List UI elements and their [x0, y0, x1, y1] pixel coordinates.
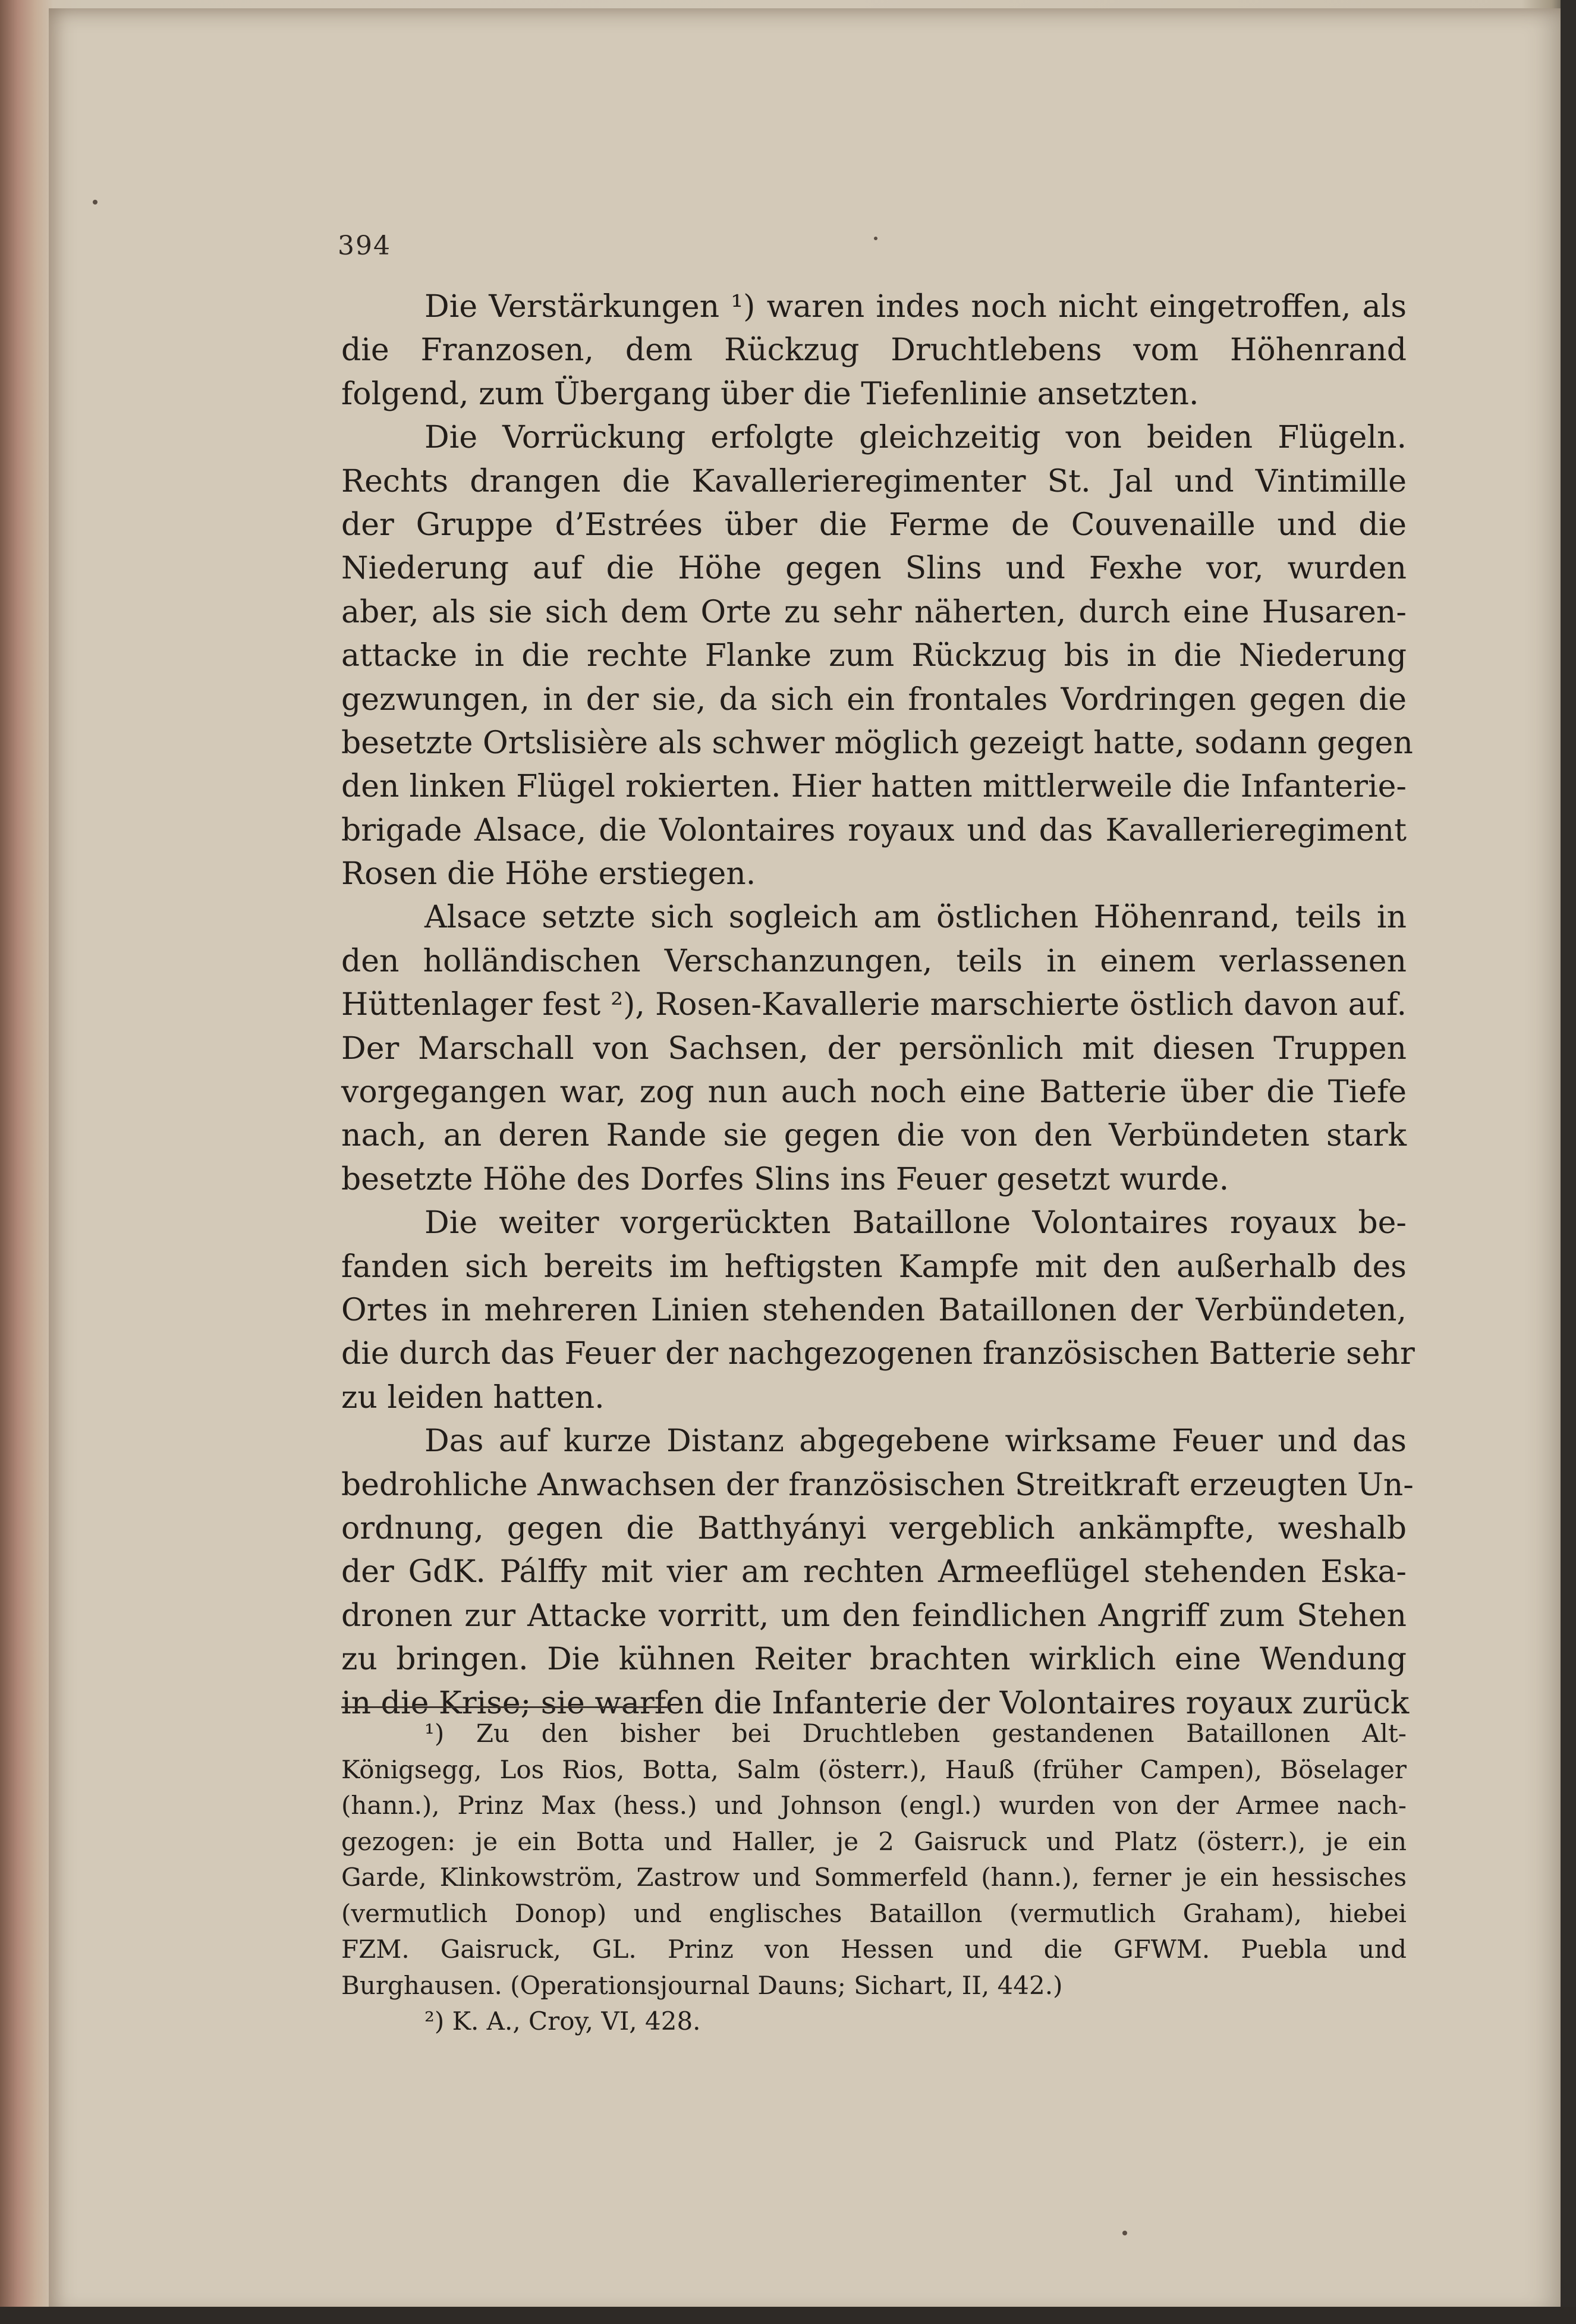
text-line: der GdK. Pálffy mit vier am rechten Armeeflügel stehenden Eska- [341, 1554, 1407, 1590]
text-line: zu bringen. Die kühnen Reiter brachten wirklich eine Wendung [341, 1641, 1407, 1678]
text-line: Das auf kurze Distanz abgegebene wirksame Feuer und das [424, 1423, 1407, 1460]
text-line: ordnung, gegen die Batthyányi vergeblich ankämpfte, weshalb [341, 1510, 1407, 1546]
footnote-line: Burghausen. (Operationsjournal Dauns; Sichart, II, 442.) [341, 1970, 1063, 2000]
footnote-line: (hann.), Prinz Max (hess.) und Johnson (engl.) wurden von der Armee nach- [341, 1791, 1407, 1820]
text-line: den linken Flügel rokierten. Hier hatten mittlerweile die Infanterie- [341, 769, 1407, 805]
text-line: Rosen die Höhe erstiegen. [341, 856, 756, 892]
text-line: Ortes in mehreren Linien stehenden Bataillonen der Verbündeten, [341, 1292, 1407, 1328]
text-line: Die Verstärkungen ¹) waren indes noch nicht eingetroffen, als [424, 289, 1407, 325]
text-line: Niederung auf die Höhe gegen Slins und Fexhe vor, wurden [341, 551, 1407, 587]
text-line: brigade Alsace, die Volontaires royaux und das Kavallerieregiment [341, 812, 1407, 848]
text-line: besetzte Ortslisière als schwer möglich gezeigt hatte, sodann gegen [341, 725, 1413, 761]
footnote-line: Königsegg, Los Rios, Botta, Salm (österr.), Hauß (früher Campen), Böselager [341, 1754, 1407, 1784]
text-line: Die Vorrückung erfolgte gleichzeitig von beiden Flügeln. [424, 420, 1407, 456]
text-line: nach, an deren Rande sie gegen die von den Verbündeten stark [341, 1118, 1407, 1154]
text-line: Rechts drangen die Kavallerieregimenter St. Jal und Vintimille [341, 463, 1407, 499]
speck-mark [874, 237, 877, 240]
speck-mark [93, 200, 97, 205]
text-line: der Gruppe d’Estrées über die Ferme de Couvenaille und die [341, 507, 1407, 543]
text-line: fanden sich bereits im heftigsten Kampfe mit den außerhalb des [341, 1249, 1407, 1285]
scan-right-border [1561, 0, 1576, 2324]
text-line: besetzte Höhe des Dorfes Slins ins Feuer gesetzt wurde. [341, 1161, 1229, 1197]
text-line: aber, als sie sich dem Orte zu sehr näherten, durch eine Husaren- [341, 594, 1407, 630]
footnote-line: (vermutlich Donop) und englisches Bataillon (vermutlich Graham), hiebei [341, 1898, 1407, 1928]
footnote-line: gezogen: je ein Botta und Haller, je 2 Gaisruck und Platz (österr.), je ein [341, 1826, 1407, 1856]
scan-bottom-border [0, 2307, 1576, 2324]
text-line: attacke in die rechte Flanke zum Rückzug bis in die Niederung [341, 638, 1407, 674]
text-line: Alsace setzte sich sogleich am östlichen Höhenrand, teils in [424, 900, 1407, 936]
footnote-line: Garde, Klinkowström, Zastrow und Sommerfeld (hann.), ferner je ein hessisches [341, 1863, 1407, 1892]
text-line: gezwungen, in der sie, da sich ein frontales Vordringen gegen die [341, 681, 1407, 718]
text-line: die durch das Feuer der nachgezogenen französischen Batterie sehr [341, 1336, 1415, 1372]
footnote-separator [341, 1706, 668, 1708]
body-text [341, 285, 1415, 1725]
text-line: Der Marschall von Sachsen, der persönlich mit diesen Truppen [341, 1030, 1407, 1067]
text-line: dronen zur Attacke vorritt, um den feindlichen Angriff zum Stehen [341, 1597, 1407, 1634]
text-line: folgend, zum Übergang über die Tiefenlinie ansetzten. [341, 376, 1199, 412]
footnote-line: ¹) Zu den bisher bei Druchtleben gestandenen Bataillonen Alt- [424, 1719, 1407, 1748]
text-line: die Franzosen, dem Rückzug Druchtlebens vom Höhenrand [341, 332, 1407, 369]
text-line: in die Krise; sie warfen die Infanterie der Volontaires royaux zurück [341, 1685, 1410, 1721]
text-line: vorgegangen war, zog nun auch noch eine Batterie über die Tiefe [341, 1074, 1407, 1111]
footnote-line: ²) K. A., Croy, VI, 428. [424, 2007, 701, 2036]
text-line: den holländischen Verschanzungen, teils in einem verlassenen [341, 943, 1407, 979]
text-line: Hüttenlager fest ²), Rosen-Kavallerie marschierte östlich davon auf. [341, 987, 1407, 1023]
page-number: 394 [338, 231, 391, 261]
footnote-line: FZM. Gaisruck, GL. Prinz von Hessen und die GFWM. Puebla und [341, 1935, 1407, 1964]
text-line: zu leiden hatten. [341, 1379, 605, 1416]
text-line: Die weiter vorgerückten Bataillone Volontaires royaux be- [424, 1205, 1407, 1241]
text-line: bedrohliche Anwachsen der französischen Streitkraft erzeugten Un- [341, 1467, 1414, 1503]
footnotes [341, 1716, 1407, 2040]
speck-mark [1122, 2231, 1127, 2235]
